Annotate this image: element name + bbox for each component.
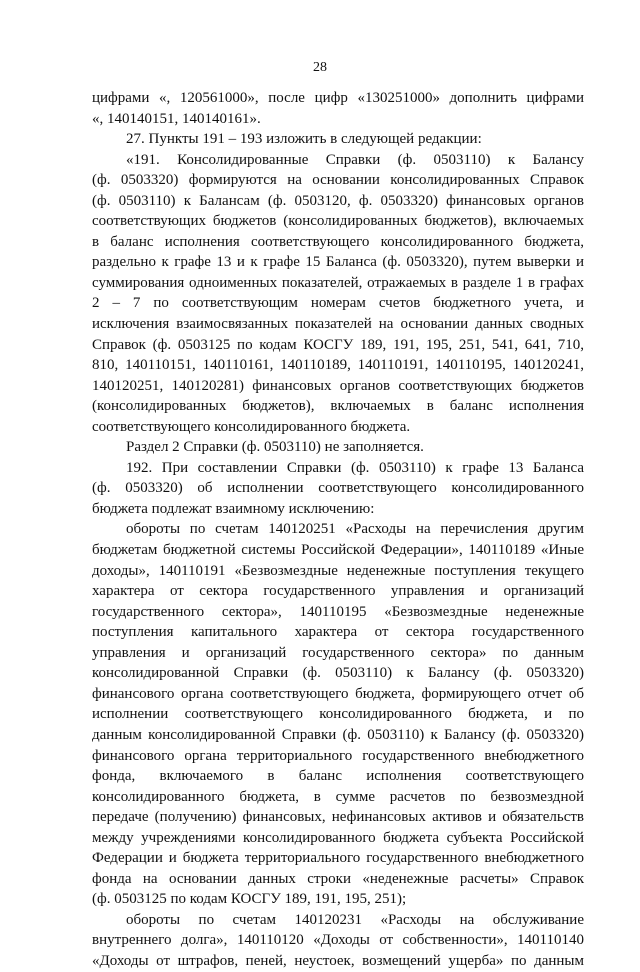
text-line: консолидированной Справки (ф. 0503110) к Балансу (ф. 0503320)	[92, 665, 584, 682]
text-line: передаче (получению) финансовых, нефинансовых активов и обязательств	[92, 809, 584, 826]
text-line: внутреннего долга», 140110120 «Доходы от собственности», 140110140	[92, 932, 584, 949]
text-line: (консолидированных бюджетов), включаемых в баланс исполнения	[92, 398, 584, 415]
text-line: (ф. 0503125 по кодам КОСГУ 189, 191, 195, 251);	[92, 891, 407, 908]
text-line: исполнении соответствующего консолидированного бюджета, и по	[92, 706, 584, 723]
text-line: (ф. 0503320) об исполнении соответствующего консолидированного	[92, 480, 584, 497]
text-line: обороты по счетам 140120251 «Расходы на перечисления другим	[126, 521, 584, 538]
text-line: соответствующего консолидированного бюджета.	[92, 418, 411, 435]
text-line: 2 – 7 по соответствующим номерам счетов бюджетного учета, и	[92, 295, 584, 312]
text-line: фонда на основании данных строки «неденежные расчеты» Справок	[92, 870, 584, 887]
page-number: 28	[313, 60, 327, 75]
text-line: Раздел 2 Справки (ф. 0503110) не заполняется.	[126, 439, 424, 456]
text-line: в баланс исполнения соответствующего консолидированного бюджета,	[92, 233, 584, 250]
body-text	[92, 88, 584, 972]
text-line: бюджета подлежат взаимному исключению:	[92, 500, 375, 517]
text-line: (ф. 0503320) формируются на основании консолидированных Справок	[92, 172, 584, 189]
text-line: фонда, включаемого в баланс исполнения соответствующего	[92, 768, 584, 785]
text-line: (ф. 0503110) к Балансам (ф. 0503120, ф. 0503320) финансовых органов	[92, 192, 584, 209]
text-line: 810, 140110151, 140110161, 140110189, 140110191, 140110195, 140120241,	[92, 357, 584, 374]
text-line: финансового органа соответствующего бюджета, формирующего отчет об	[92, 685, 584, 702]
text-line: доходы», 140110191 «Безвозмездные неденежные поступления текущего	[92, 562, 584, 579]
text-line: Федерации и бюджета территориального государственного внебюджетного	[92, 850, 584, 867]
text-line: государственного сектора», 140110195 «Безвозмездные неденежные	[92, 603, 584, 620]
text-line: суммирования одноименных показателей, отражаемых в разделе 1 в графах	[92, 274, 584, 291]
text-line: 192. При составлении Справки (ф. 0503110) к графе 13 Баланса	[126, 459, 584, 476]
text-line: управления и организаций государственного сектора» по данным	[92, 644, 584, 661]
text-line: «Доходы от штрафов, пеней, неустоек, возмещений ущерба» по данным	[92, 952, 584, 969]
text-line: данным консолидированной Справки (ф. 0503110) к Балансу (ф. 0503320)	[92, 726, 584, 743]
text-line: финансового органа территориального государственного внебюджетного	[92, 747, 584, 764]
text-line: соответствующих бюджетов (консолидированных бюджетов), включаемых	[92, 213, 584, 230]
text-line: обороты по счетам 140120231 «Расходы на обслуживание	[126, 911, 584, 928]
text-line: Справок (ф. 0503125 по кодам КОСГУ 189, 191, 195, 251, 541, 641, 710,	[92, 336, 584, 353]
text-line: 140120251, 140120281) финансовых органов соответствующих бюджетов	[92, 377, 584, 394]
text-line: между учреждениями консолидированного бюджета субъекта Российской	[92, 829, 584, 846]
text-line: исключения взаимосвязанных показателей на основании данных сводных	[92, 316, 584, 333]
text-line: консолидированного бюджета, в сумме расчетов по безвозмездной	[92, 788, 584, 805]
text-line: «191. Консолидированные Справки (ф. 0503110) к Балансу	[126, 151, 584, 168]
text-line: характера от сектора государственного управления и организаций	[92, 583, 584, 600]
text-line: 27. Пункты 191 – 193 изложить в следующей редакции:	[126, 131, 482, 148]
text-line: цифрами «, 120561000», после цифр «130251000» дополнить цифрами	[92, 90, 584, 106]
text-line: бюджетам бюджетной системы Российской Федерации», 140110189 «Иные	[92, 542, 584, 559]
text-line: раздельно к графе 13 и к графе 15 Баланса (ф. 0503320), путем выверки и	[92, 254, 584, 271]
text-line: поступления капитального характера от сектора государственного	[92, 624, 584, 641]
text-line: «, 140140151, 140140161».	[92, 110, 261, 127]
